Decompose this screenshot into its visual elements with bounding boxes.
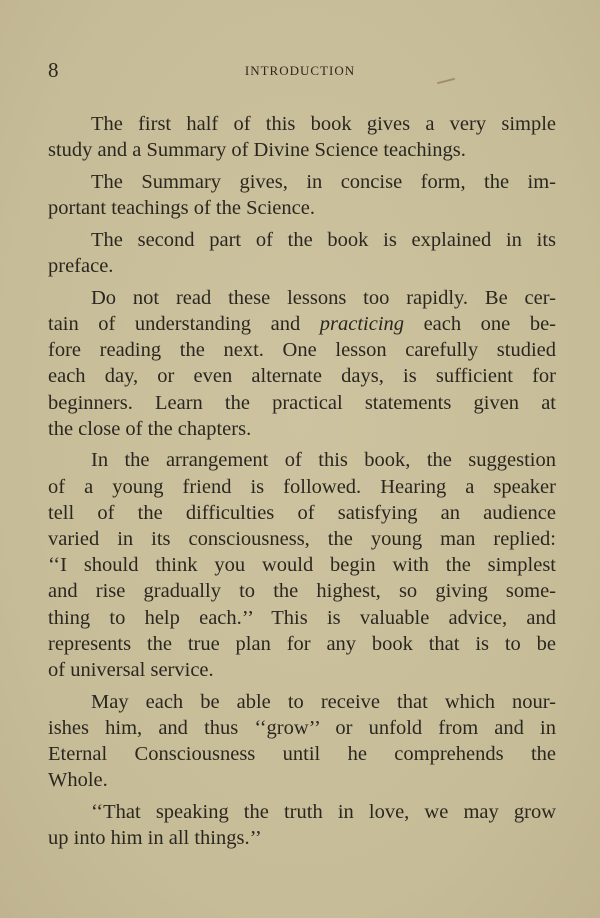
text-line: beginners. Learn the practical statements given at xyxy=(48,391,556,414)
text-line: Whole. xyxy=(48,769,108,792)
paragraph xyxy=(48,689,556,794)
text-line: and rise gradually to the highest, so giving some- xyxy=(48,580,556,603)
text-line: tell of the difficulties of satisfying an audience xyxy=(48,501,556,524)
text-line: study and a Summary of Divine Science teachings. xyxy=(48,139,466,162)
text-line: ‘‘I should think you would begin with the simplest xyxy=(48,554,556,577)
text-line: preface. xyxy=(48,255,114,278)
text-line: The first half of this book gives a very simple xyxy=(91,113,556,135)
paragraph xyxy=(48,169,556,221)
text-line: the close of the chapters. xyxy=(48,417,252,440)
text-line: ishes him, and thus ‘‘grow’’ or unfold from and in xyxy=(48,716,556,739)
text-line: ‘‘That speaking the truth in love, we may grow xyxy=(91,801,556,824)
paragraph xyxy=(48,799,556,851)
text-line: Eternal Consciousness until he comprehends the xyxy=(48,743,556,766)
text-line: represents the true plan for any book that is to be xyxy=(48,632,556,655)
text-line: In the arrangement of this book, the suggestion xyxy=(91,449,556,472)
italic-word: practicing xyxy=(319,312,405,335)
text-line: varied in its consciousness, the young man replied: xyxy=(48,528,556,551)
text-line: of universal service. xyxy=(48,659,214,682)
text-line: May each be able to receive that which nour- xyxy=(91,690,556,713)
text-line: each day, or even alternate days, is sufficient for xyxy=(48,365,556,388)
text-line xyxy=(48,311,556,337)
paragraph xyxy=(48,111,556,163)
text-segment: each one be- xyxy=(404,312,556,335)
text-segment: tain of understanding and xyxy=(48,312,320,335)
text-line: Do not read these lessons too rapidly. Be cer- xyxy=(91,286,556,309)
text-line: The second part of the book is explained in its xyxy=(91,228,556,251)
text-line: up into him in all things.’’ xyxy=(48,827,262,850)
page-number: 8 xyxy=(48,58,59,82)
text-line: portant teachings of the Science. xyxy=(48,197,315,220)
text-line: fore reading the next. One lesson carefully studied xyxy=(48,339,556,362)
paragraph xyxy=(48,447,556,683)
page-body xyxy=(48,111,556,857)
paragraph xyxy=(48,227,556,279)
text-line: of a young friend is followed. Hearing a speaker xyxy=(48,475,556,498)
text-line: The Summary gives, in concise form, the im- xyxy=(91,170,556,193)
running-title: INTRODUCTION xyxy=(244,63,356,78)
text-line: thing to help each.’’ This is valuable advice, and xyxy=(48,606,556,629)
paragraph xyxy=(48,285,556,442)
